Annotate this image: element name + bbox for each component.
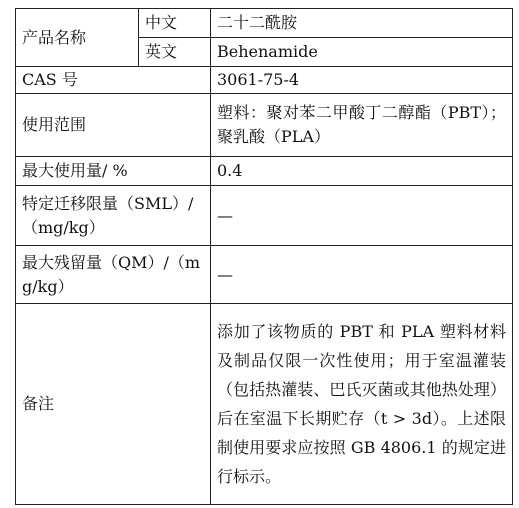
scope-label: 使用范围 [16, 94, 211, 157]
qm-value: — [211, 246, 513, 304]
scope-value: 塑料：聚对苯二甲酸丁二醇酯（PBT）；聚乳酸（PLA） [211, 94, 513, 157]
remarks-label: 备注 [16, 304, 211, 505]
max-use-label: 最大使用量/ % [16, 157, 211, 186]
cas-value: 3061-75-4 [211, 67, 513, 94]
product-name-label: 产品名称 [16, 9, 139, 67]
english-name-label: 英文 [139, 38, 211, 67]
qm-label: 最大残留量（QM）/（mg/kg） [16, 246, 211, 304]
table-row [16, 157, 513, 186]
sml-value: — [211, 186, 513, 246]
english-name-value: Behenamide [211, 38, 513, 67]
max-use-value: 0.4 [211, 157, 513, 186]
table-row [16, 9, 513, 38]
remarks-value: 添加了该物质的 PBT 和 PLA 塑料材料及制品仅限一次性使用；用于室温灌装（包括热灌装、巴氏灭菌或其他热处理）后在室温下长期贮存（t > 3d）。上述限制使用要求应按照 GB 4806.1 的规定进行标示。 [211, 304, 513, 505]
table-row [16, 67, 513, 94]
cas-label: CAS 号 [16, 67, 211, 94]
table-row [16, 94, 513, 157]
table-row [16, 304, 513, 505]
additive-spec-table [15, 8, 513, 505]
sml-label: 特定迁移限量（SML）/（mg/kg） [16, 186, 211, 246]
chinese-name-label: 中文 [139, 9, 211, 38]
table-row [16, 186, 513, 246]
table-row [16, 246, 513, 304]
chinese-name-value: 二十二酰胺 [211, 9, 513, 38]
